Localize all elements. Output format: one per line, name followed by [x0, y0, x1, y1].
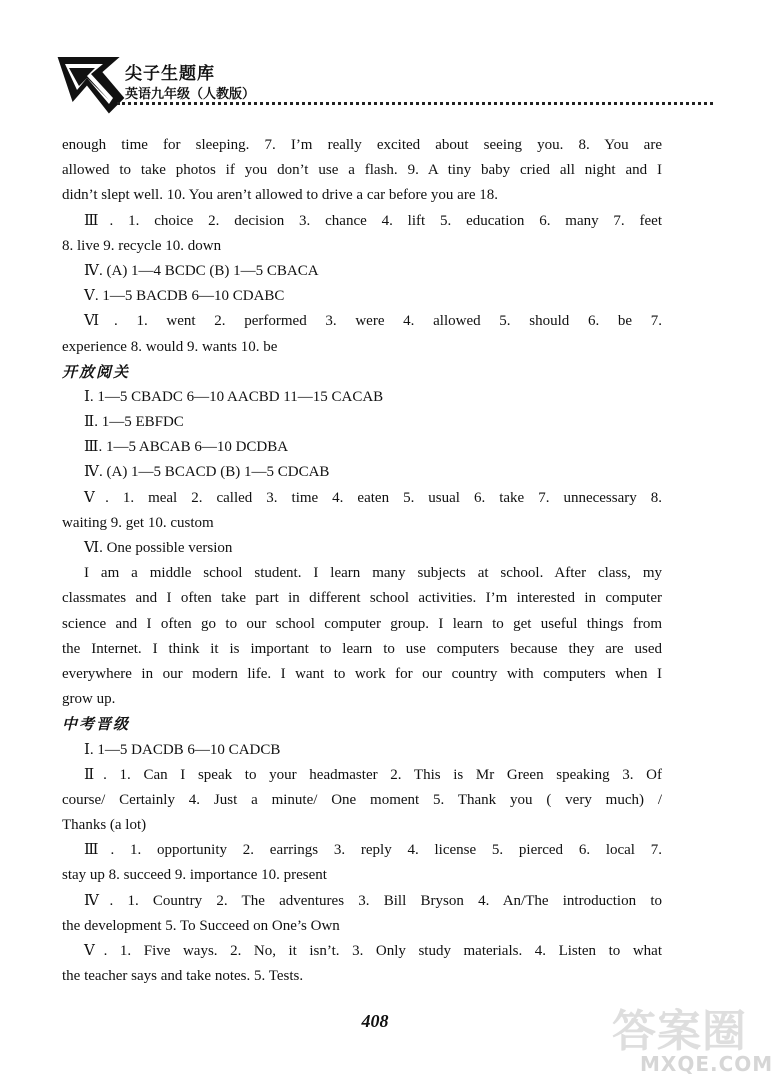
- answer-line: Ⅰ. 1—5 DACDB 6—10 CADCB: [84, 741, 281, 758]
- answer-line: experience 8. would 9. wants 10. be: [62, 338, 278, 355]
- section-heading: 开放阅关: [62, 362, 131, 381]
- answer-line: stay up 8. succeed 9. importance 10. present: [62, 867, 327, 884]
- answer-line: the development 5. To Succeed on One’s Own: [62, 917, 340, 934]
- answer-line: waiting 9. get 10. custom: [62, 514, 214, 531]
- answer-line: Ⅵ. 1. went 2. performed 3. were 4. allowed 5. should 6. be 7.: [84, 313, 662, 330]
- answer-line: science and I often go to our school computer group. I learn to get useful things from: [62, 615, 662, 632]
- page-header: [55, 52, 665, 112]
- page-number: 408: [361, 1011, 389, 1031]
- series-title: 尖子生题库: [125, 64, 215, 84]
- answer-content: [62, 133, 662, 989]
- answer-line: classmates and I often take part in different school activities. I’m interested in computer: [62, 590, 662, 607]
- answer-line: the teacher says and take notes. 5. Tests.: [62, 968, 304, 985]
- answer-line: course/ Certainly 4. Just a minute/ One moment 5. Thank you ( very much) /: [62, 791, 662, 808]
- answer-line: Ⅲ. 1—5 ABCAB 6—10 DCDBA: [84, 439, 289, 456]
- answer-line: grow up.: [62, 691, 116, 708]
- answer-line: Ⅱ. 1—5 EBFDC: [84, 414, 184, 431]
- answer-line: Ⅵ. One possible version: [84, 540, 233, 556]
- book-subtitle: 英语九年级（人教版）: [125, 87, 256, 102]
- watermark-logo-text: 答案圈: [612, 1006, 747, 1057]
- watermark-url: MXQE.COM: [640, 1052, 773, 1076]
- answer-line: enough time for sleeping. 7. I’m really excited about seeing you. 8. You are: [62, 137, 662, 153]
- answer-line: Ⅱ. 1. Can I speak to your headmaster 2. This is Mr Green speaking 3. Of: [84, 766, 662, 783]
- answer-line: I am a middle school student. I learn many subjects at school. After class, my: [84, 565, 662, 582]
- answer-line: Ⅳ. 1. Country 2. The adventures 3. Bill Bryson 4. An/The introduction to: [84, 892, 662, 909]
- answer-line: Ⅴ. 1. Five ways. 2. No, it isn’t. 3. Only study materials. 4. Listen to what: [84, 943, 662, 959]
- answer-line: Ⅲ. 1. opportunity 2. earrings 3. reply 4. license 5. pierced 6. local 7.: [84, 842, 662, 859]
- section-heading: 中考晋级: [62, 715, 131, 734]
- answer-line: the Internet. I think it is important to learn to use computers because they are used: [62, 640, 662, 657]
- header-divider: [117, 102, 713, 105]
- answer-line: Ⅳ. (A) 1—4 BCDC (B) 1—5 CBACA: [84, 262, 319, 279]
- answer-line: 8. live 9. recycle 10. down: [62, 237, 222, 254]
- answer-line: Ⅳ. (A) 1—5 BCACD (B) 1—5 CDCAB: [84, 464, 330, 481]
- answer-line: Ⅲ. 1. choice 2. decision 3. chance 4. lift 5. education 6. many 7. feet: [84, 212, 662, 229]
- answer-line: everywhere in our modern life. I want to work for our country with computers when I: [62, 665, 662, 682]
- arrow-icon: [55, 54, 125, 120]
- answer-line: didn’t slept well. 10. You aren’t allowed to drive a car before you are 18.: [62, 187, 498, 204]
- answer-line: allowed to take photos if you don’t use a flash. 9. A tiny baby cried all night and I: [62, 162, 662, 179]
- answer-line: Ⅴ. 1. meal 2. called 3. time 4. eaten 5. usual 6. take 7. unnecessary 8.: [84, 489, 662, 506]
- answer-line: Ⅰ. 1—5 CBADC 6—10 AACBD 11—15 CACAB: [84, 388, 384, 405]
- answer-line: Ⅴ. 1—5 BACDB 6—10 CDABC: [84, 288, 285, 305]
- answer-line: Thanks (a lot): [62, 817, 147, 834]
